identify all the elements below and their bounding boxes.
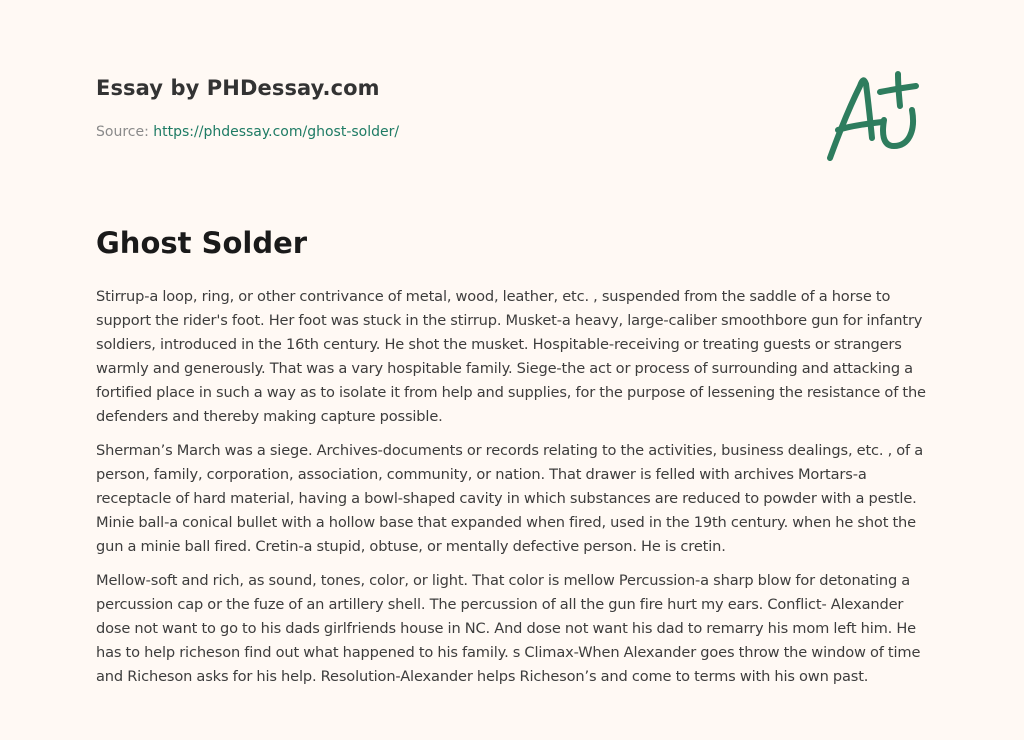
essay-body: [96, 285, 926, 699]
essay-paragraph: Mellow-soft and rich, as sound, tones, color, or light. That color is mellow Percussion-a sharp blow for detonating a percussion cap or the fuze of an artillery shell. The percussion of all the gun fire hurt my ears. Conflict- Alexander dose not want to go to his dads girlfriends house in NC. And dose not want his dad to remarry his mom left him. He has to help richeson find out what happened to his family. s Climax-When Alexander goes throw the window of time and Richeson asks for his help. Resolution-Alexander helps Richeson’s and come to terms with his own past.: [96, 572, 921, 685]
essay-title: Ghost Solder: [96, 226, 308, 260]
source-link[interactable]: https://phdessay.com/ghost-solder/: [153, 124, 400, 140]
source-label: Source:: [96, 124, 154, 140]
header: [96, 0, 926, 200]
brand-title: Essay by PHDessay.com: [96, 76, 380, 100]
essay-paragraph: Sherman’s March was a siege. Archives-documents or records relating to the activities, business dealings, etc. , of a person, family, corporation, association, community, or nation. That drawer is felled with archives Mortars-a receptacle of hard material, having a bowl-shaped cavity in which substances are reduced to powder with a pestle. Minie ball-a conical bullet with a hollow base that expanded when fired, used in the 19th century. when he shot the gun a minie ball fired. Cretin-a stupid, obtuse, or mentally defective person. He is cretin.: [96, 442, 924, 555]
source-line: [96, 124, 399, 140]
a-plus-grade-icon: [824, 66, 928, 166]
page: [96, 0, 926, 685]
essay-paragraph: Stirrup-a loop, ring, or other contrivance of metal, wood, leather, etc. , suspended from the saddle of a horse to support the rider's foot. Her foot was stuck in the stirrup. Musket-a heavy, large-caliber smoothbore gun for infantry soldiers, introduced in the 16th century. He shot the musket. Hospitable-receiving or treating guests or strangers warmly and generously. That was a vary hospitable family. Siege-the act or process of surrounding and attacking a fortified place in such a way as to isolate it from help and supplies, for the purpose of lessening the resistance of the defenders and thereby making capture possible.: [96, 288, 926, 425]
